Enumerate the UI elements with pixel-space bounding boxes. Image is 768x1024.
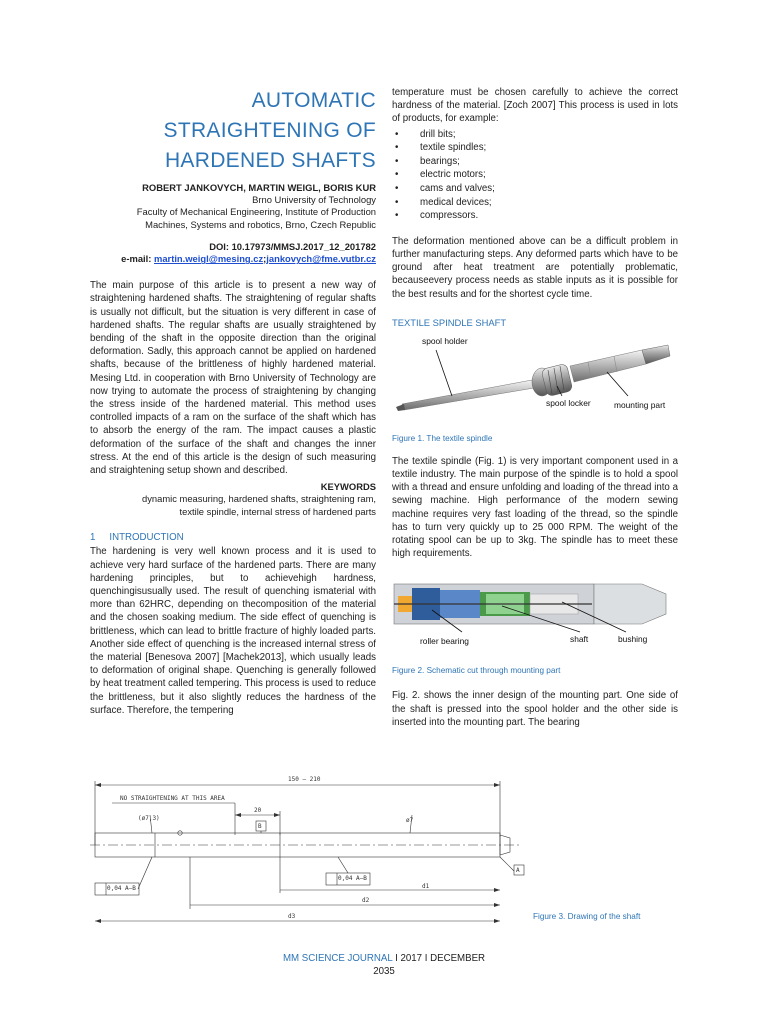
label-mounting-part: mounting part [614,399,666,410]
figure-3-caption: Figure 3. Drawing of the shaft [533,912,641,921]
subheading-textile-spindle: TEXTILE SPINDLE SHAFT [392,316,507,328]
page-footer [0,952,768,978]
label-roller-bearing: roller bearing [420,636,469,647]
page-number: 2035 [373,966,395,977]
title-line: HARDENED SHAFTS [164,149,376,172]
introduction-text: The hardening is very well known process and it is used to achieve very hard surface of the hardened parts. There are many hardening principles, but to achievehigh hardness, quenchingisusually used. The result of quenching ismaterial with more than 62HRC, depending on thecomposition of the material and the chosen soaking medium. The side effect of quenching is brittleness, which can lead to brittle fracture of highly loaded parts. Another side effect of quenching is the increased internal stress of the material [Benesova 2007] [Machek2013], which usually leads to deformation of original shape. Quenching is generally followed by heat treatment called tempering. This process is used to reduce the brittleness, but it also slightly reduces the hardness of the surface. Therefore, the tempering [90,546,376,716]
list-item: • textile spindles; [392,141,678,155]
figure-1-caption: Figure 1. The textile spindle [392,433,493,443]
continuation-paragraph: temperature must be chosen carefully to achieve the correct hardness of the material. [Zoch 2007] This process is used in lots of products, for example: [392,87,678,125]
tolerance-left: 0,04 A–B [107,885,136,892]
datum-b: B [258,823,262,830]
label-no-straightening: NO STRAIGHTENING AT THIS AREA [120,795,225,802]
tolerance-mid: 0,04 A–B [338,875,367,882]
list-item: • electric motors; [392,168,678,182]
email-link-weigl[interactable]: martin.weigl@mesing.cz [154,253,264,265]
spindle-paragraph: The textile spindle (Fig. 1) is very important component used in a textile industry. The main purpose of the spindle is to hold a spool with a thread and ensure unfolding and loading of the thread into a sewing machine. High performance of the modern sewing machine requires very fast loading of the thread, so the spindle has to turn very quickly up to 25 000 RPM. The weight of the rotating spool can be up to 3kg. The spindle has to meet these high requirements. [392,455,678,560]
figure-3-shaft-drawing [90,775,530,935]
dim-20: 20 [254,807,262,814]
article-title [90,86,376,176]
footer-journal-line [0,952,768,965]
dim-diameter-right: ø7 [406,817,414,824]
label-spool-holder: spool holder [422,335,468,346]
figure-1-textile-spindle [392,336,678,432]
dim-d1: d1 [422,883,430,890]
abstract: The main purpose of this article is to present a new way of straightening hardened shafts. The straightening of regular shafts is usually not difficult, but the situation is very different in case of hardened shafts. The regular shafts are usually straightened by bending of the shaft in the opposite direction than the original deformation. Sadly, this approach cannot be applied on hardened shafts, because of the brittleness of highly hardened material. Mesing Ltd. in cooperation with Brno University of Technology are now trying to automate the process of straightening by changing the stress inside of the hardened material. This method uses controlled impacts of a ram on the surface of the shaft which has to absorb the energy of the ram. The impact causes a plastic deformation of the surface of the shaft and changes the inner stress. At the end of this article is the design of such measuring and straightening setup shown and described. [90,280,376,477]
figure-2-mounting-cut [392,570,678,652]
deformation-paragraph: The deformation mentioned above can be a difficult problem in further manufacturing steps. Any deformed parts which have to be ground after heat treatment are potentially problematic, becauseevery process needs as stable inputs as it is possible for the best results and for the shortest cycle time. [392,235,678,300]
email-line [90,253,376,265]
section-heading-introduction [90,532,376,543]
dim-diameter-left: (ø7,3) [138,815,160,822]
keywords-line: dynamic measuring, hardened shafts, straightening ram, [142,493,376,505]
dim-d3: d3 [288,913,296,920]
left-column [90,86,376,717]
email-link-jankovych[interactable]: jankovych@fme.vutbr.cz [266,253,376,265]
dim-d2: d2 [362,897,370,904]
email-label: e-mail: [121,253,154,265]
keywords-heading: KEYWORDS [320,481,376,493]
affiliation-line: Machines, Systems and robotics, Brno, Czech Republic [145,218,376,230]
list-item: • drill bits; [392,128,678,142]
section-number: 1 [90,532,96,544]
keywords-line: textile spindle, internal stress of hardened parts [179,505,376,517]
list-item: • bearings; [392,155,678,169]
email-separator: ; [263,253,267,265]
list-item: • cams and valves; [392,182,678,196]
title-line: AUTOMATIC [251,89,376,112]
journal-issue: I 2017 I DECEMBER [392,953,486,964]
datum-a: A [516,867,520,874]
mounting-paragraph: Fig. 2. shows the inner design of the mounting part. One side of the shaft is pressed into the spool holder and the other side is inserted into the mounting part. The bearing [392,690,678,728]
dim-overall-length: 150 – 210 [288,776,321,783]
journal-name: MM SCIENCE JOURNAL [282,953,393,964]
list-item: • medical devices; [392,196,678,210]
list-item: • compressors. [392,209,678,223]
right-column [392,86,678,729]
title-line: STRAIGHTENING OF [163,119,376,142]
spindle-illustration [392,336,678,432]
label-shaft: shaft [570,634,589,645]
affiliation-line: Faculty of Mechanical Engineering, Institute of Production [136,206,376,218]
label-spool-locker: spool locker [546,397,591,408]
affiliation-line: Brno University of Technology [252,194,376,205]
doi: DOI: 10.17973/MMSJ.2017_12_201782 [209,241,376,253]
section-title: INTRODUCTION [109,532,184,544]
label-bushing: bushing [618,634,648,645]
figure-2-caption: Figure 2. Schematic cut through mounting part [392,666,561,676]
product-list [392,128,678,223]
authors: ROBERT JANKOVYCH, MARTIN WEIGL, BORIS KUR [142,182,376,193]
